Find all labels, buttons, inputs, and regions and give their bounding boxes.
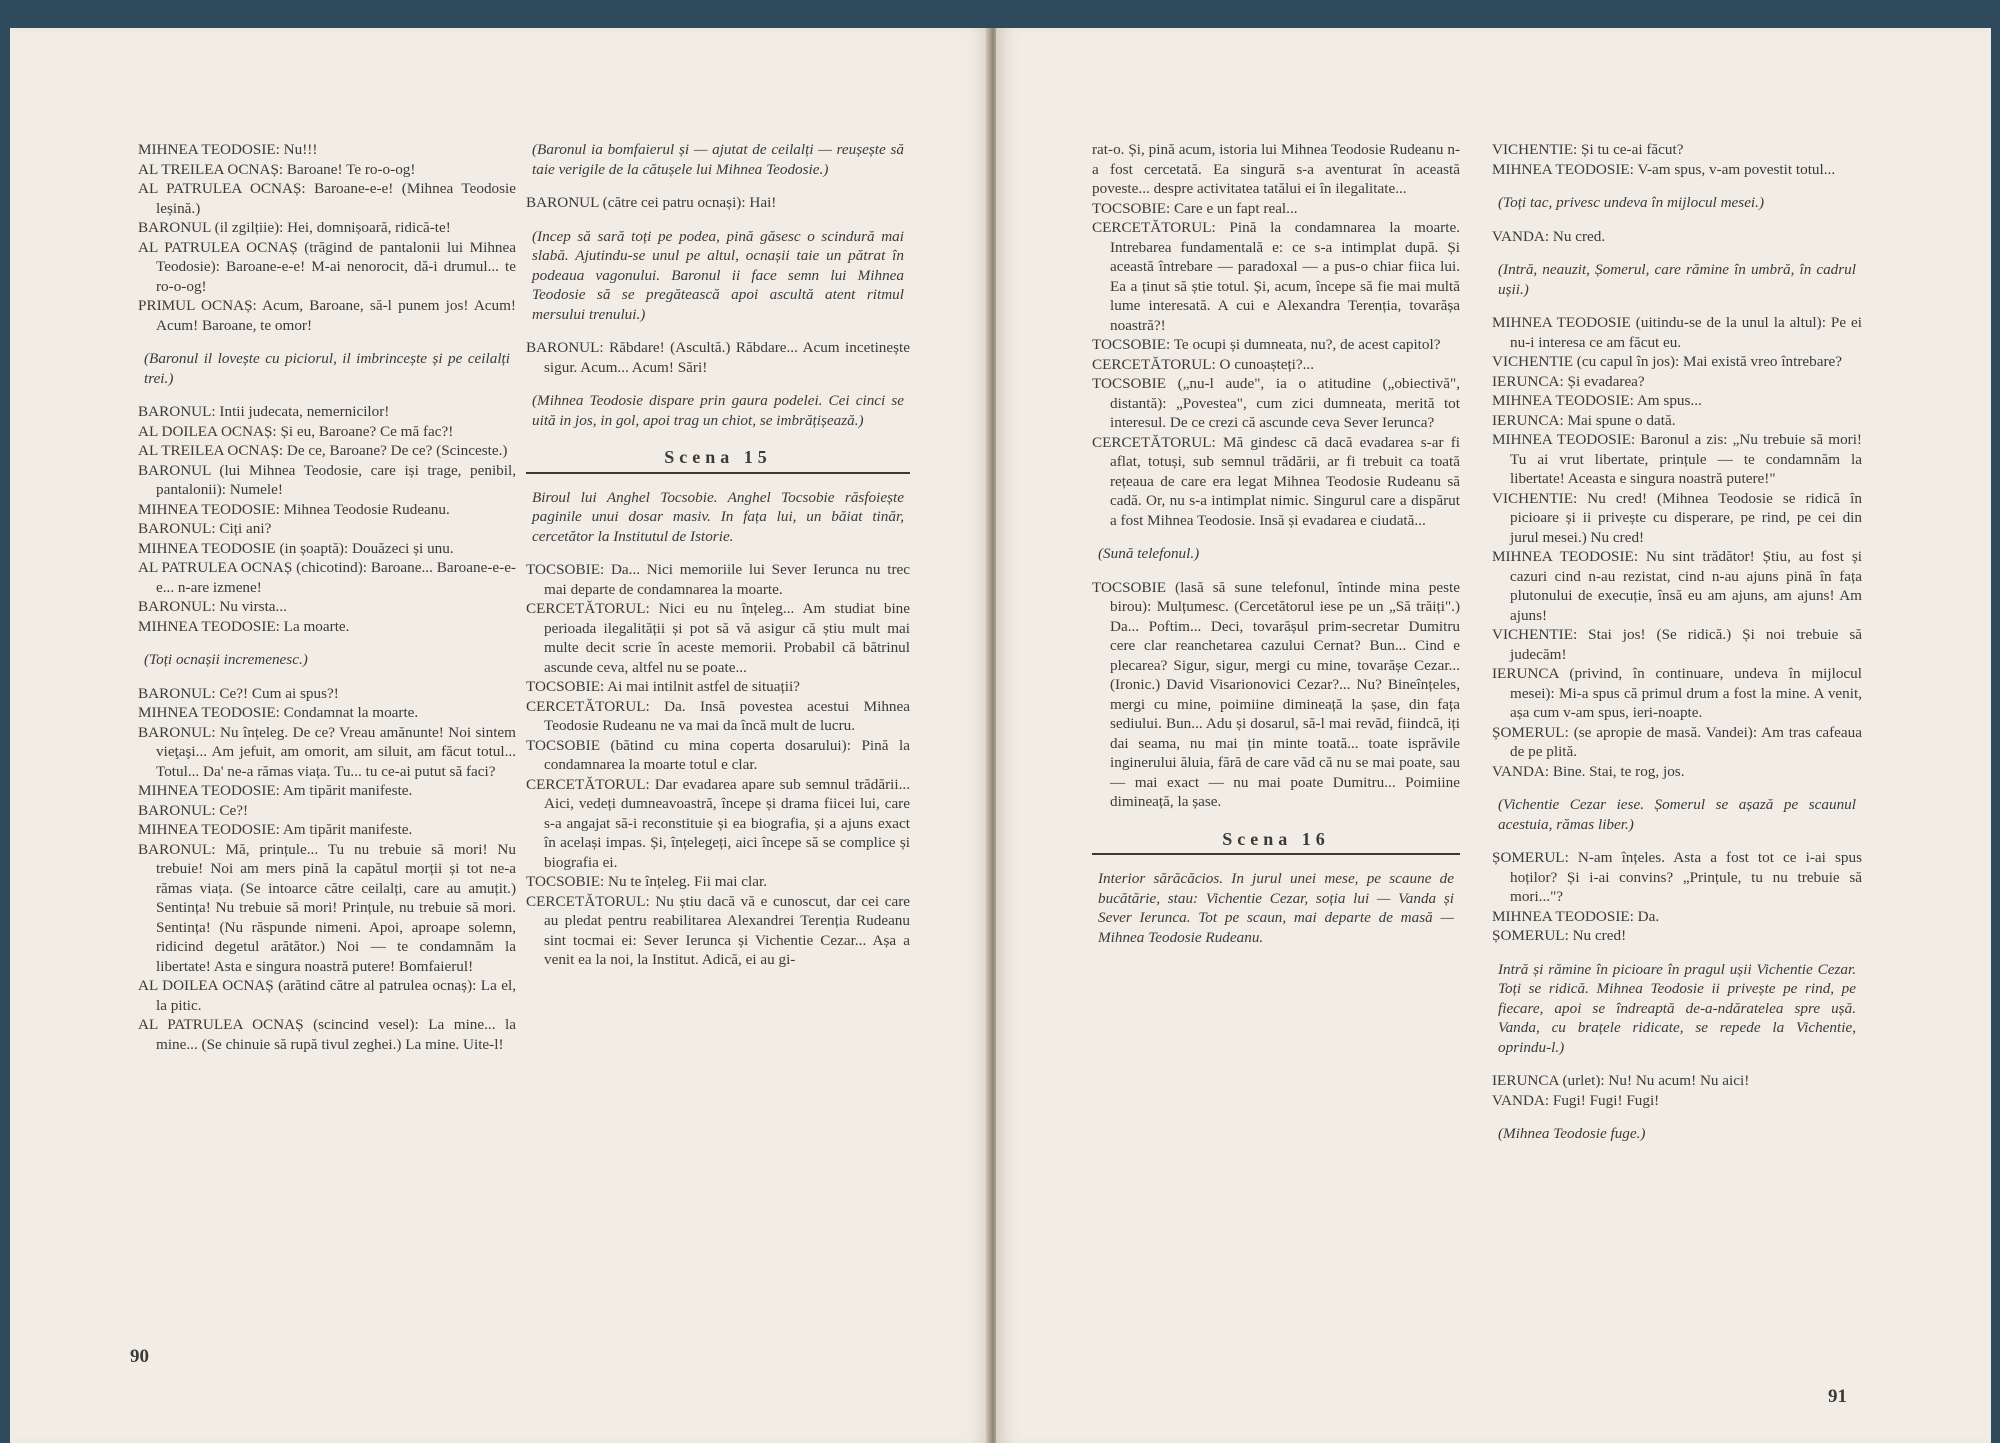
dialogue-line: BARONUL (către cei patru ocnași): Hai! bbox=[526, 194, 777, 211]
stage-direction: Intră și rămine în picioare în pragul ușii Vichentie Cezar. Toți se ridică. Mihnea Teodosie ii privește pe rind, pe fiecare, apoi se îndreaptă de-a-ndăratelea spre ușă. Vanda, cu brațele ridicate, se repede la Vichentie, oprindu-l.) bbox=[1498, 960, 1856, 1056]
dialogue-line: BARONUL: Intii judecata, nemernicilor! bbox=[138, 403, 390, 420]
dialogue-line: MIHNEA TEODOSIE: Condamnat la moarte. bbox=[138, 704, 419, 721]
dialogue-line: AL PATRULEA OCNAȘ (chicotind): Baroane... Baroane-e-e-e... n-are izmene! bbox=[138, 559, 516, 596]
dialogue-line: CERCETĂTORUL: Nu știu dacă vă e cunoscut, dar cei care au pledat pentru reabilitarea Alexandrei Terenția Rudeanu sint tocmai ei: Sever Ierunca și Vichentie Cezar... Așa a venit ea la noi, la Institut. Adică, ei au gi- bbox=[526, 892, 910, 968]
stage-direction: (Toți tac, privesc undeva în mijlocul mesei.) bbox=[1498, 194, 1765, 211]
dialogue-line: AL TREILEA OCNAȘ: De ce, Baroane? De ce? (Scinceste.) bbox=[138, 442, 508, 459]
dialogue-line: IERUNCA: Mai spune o dată. bbox=[1492, 411, 1676, 429]
dialogue-line: MIHNEA TEODOSIE: Nu sint trădător! Știu, au fost și cazuri cind n-au rezistat, cind n-au ajuns pină în fața plutonului de execuție, însă eu am ajuns, am ajuns! Am ajuns! bbox=[1492, 548, 1862, 624]
dialogue-line: IERUNCA (urlet): Nu! Nu acum! Nu aici! bbox=[1492, 1072, 1750, 1089]
dialogue-line: IERUNCA (privind, în continuare, undeva în mijlocul mesei): Mi-a spus că primul drum a fost la mine. A venit, așa cum v-am spus, ieri-noapte. bbox=[1492, 665, 1862, 721]
page-number-left: 90 bbox=[130, 1346, 149, 1367]
left-page bbox=[10, 28, 990, 1443]
dialogue-line: BARONUL: Nu înțeleg. De ce? Vreau amănunte! Noi sintem vieţaşi... Am jefuit, am omorit, am siluit, am făcut totul... Totul... Da' ne-a rămas viața. Tu... tu ce-ai putut să faci? bbox=[138, 723, 516, 780]
text-paragraph: rat-o. Și, pină acum, istoria lui Mihnea Teodosie Rudeanu n-a fost cercetată. Ea singură s-a aventurat în această poveste... despre activitatea tatălui ei în ilegalitate... bbox=[1092, 141, 1460, 197]
stage-direction: (Baronul ia bomfaierul și — ajutat de ceilalți — reușește să taie verigile de la cătușele lui Mihnea Teodosie.) bbox=[532, 141, 904, 178]
dialogue-line: MIHNEA TEODOSIE: La moarte. bbox=[138, 617, 350, 635]
stage-direction: Interior sărăcăcios. In jurul unei mese, pe scaune de bucătărie, stau: Vichentie Cezar, soția lui — Vanda și Sever Ierunca. Tot pe scaun, mai departe de masă — Mihnea Teodosie Rudeanu. bbox=[1098, 870, 1454, 946]
scene-rule bbox=[526, 472, 910, 474]
dialogue-line: MIHNEA TEODOSIE: Nu!!! bbox=[138, 141, 318, 158]
dialogue-line: AL PATRULEA OCNAȘ (trăgind de pantalonii lui Mihnea Teodosie): Baroane-e-e! M-ai nenorocit, dă-i drumul... te ro-o-og! bbox=[138, 238, 516, 295]
dialogue-line: BARONUL: Ce?! Cum ai spus?! bbox=[138, 684, 339, 702]
right-page-column-1 bbox=[1092, 140, 1460, 961]
dialogue-line: MIHNEA TEODOSIE: Mihnea Teodosie Rudeanu. bbox=[138, 500, 450, 518]
dialogue-line: TOCSOBIE: Da... Nici memoriile lui Sever Ierunca nu trec mai departe de condamnarea la moarte. bbox=[526, 561, 910, 598]
dialogue-line: BARONUL (lui Mihnea Teodosie, care iși trage, penibil, pantalonii): Numele! bbox=[138, 461, 516, 498]
dialogue-line: TOCSOBIE (lasă să sune telefonul, întinde mina peste birou): Mulțumesc. (Cercetătorul iese pe un „Să trăiți".) Da... Poftim... Deci, tovarășul prim-secretar Dumitru cere clar reanchetarea cazului Cernat? Bun... Cind e plecarea? Sigur, sigur, mergi cu mine, tovarășe Cezar... (Ironic.) David Visarionovici Cezar?... Nu? Bineînțeles, mergi cu mine, poimiine dimineață la șase, din fața sediului. Bun... Adu și dosarul, să-l mai revăd, fiindcă, iți dai seama, nu mai țin minte toată... toate isprăvile inginerului ăluia, fără de care văd că nu se mai poate, sau — mai exact — nu mai poate Dumitru... Poimiine dimineață, la șase. bbox=[1092, 578, 1460, 810]
dialogue-line: BARONUL (il zgilțiie): Hei, domnișoară, ridică-te! bbox=[138, 219, 451, 236]
dialogue-line: MIHNEA TEODOSIE: Da. bbox=[1492, 907, 1660, 925]
stage-direction: (Sună telefonul.) bbox=[1098, 545, 1200, 562]
stage-direction: Biroul lui Anghel Tocsobie. Anghel Tocsobie răsfoiește paginile unui dosar masiv. In fața lui, un băiat tinăr, cercetător la Institutul de Istorie. bbox=[532, 488, 904, 545]
stage-direction: (Toți ocnașii incremenesc.) bbox=[144, 651, 308, 668]
dialogue-line: MIHNEA TEODOSIE: Am tipărit manifeste. bbox=[138, 782, 413, 799]
dialogue-line: TOCSOBIE („nu-l aude", ia o atitudine („obiectivă", distantă): „Povestea", cum zici dumneata, merită tot interesul. De ce crezi că ascunde ceva Sever Ierunca? bbox=[1092, 375, 1460, 431]
dialogue-line: CERCETĂTORUL: Dar evadarea apare sub semnul trădării... Aici, vedeți dumneavoastră, începe și drama fiicei lui, care s-a angajat să-i reconstituie și ea biografia, și a ajuns exact în același impas. Și, înțelegeți, aici începe să se complice și biografia ei. bbox=[526, 775, 910, 871]
dialogue-line: TOCSOBIE: Te ocupi și dumneata, nu?, de acest capitol? bbox=[1092, 336, 1441, 353]
dialogue-line: CERCETĂTORUL: Mă gindesc că dacă evadarea s-ar fi aflat, totuși, sub semnul trădării, ar fi trebuit ca toată rețeaua de care era legat Mihnea Teodosie Rudeanu să cadă. Or, nu s-a intimplat nimic. Singurul care a dispărut a fost Mihnea Teodosie. Insă și evadarea e ciudată... bbox=[1092, 433, 1460, 529]
stage-direction: (Baronul il lovește cu piciorul, il imbrincește și pe ceilalți trei.) bbox=[144, 350, 510, 387]
dialogue-line: MIHNEA TEODOSIE: Am tipărit manifeste. bbox=[138, 821, 413, 838]
right-page bbox=[996, 28, 1991, 1443]
stage-direction: (Incep să sară toți pe podea, pină găsesc o scindură mai slabă. Ajutindu-se unul pe altul, ocnașii taie un pătrat în podeaua vagonului. Baronul ii face semn lui Mihnea Teodosie să se pregătească apoi ascultă atent ritmul mersului trenului.) bbox=[532, 227, 904, 323]
dialogue-line: CERCETĂTORUL: Nici eu nu înțeleg... Am studiat bine perioada ilegalității și pot să vă asigur că știu mult mai multe decit scrie în aceste memorii. Probabil că bătrinul ascunde ceva, altfel nu se poate... bbox=[526, 600, 910, 676]
dialogue-line: TOCSOBIE (bătind cu mina coperta dosarului): Pină la condamnarea la moarte totul e clar. bbox=[526, 736, 910, 773]
left-page-column-1 bbox=[138, 140, 516, 1054]
left-page-column-2 bbox=[526, 140, 910, 970]
stage-direction: (Intră, neauzit, Șomerul, care rămine în umbră, în cadrul ușii.) bbox=[1498, 261, 1856, 298]
scene-heading-text: Scena 15 bbox=[664, 447, 772, 467]
dialogue-line: CERCETĂTORUL: Da. Insă povestea acestui Mihnea Teodosie Rudeanu ne va mai da încă mult de lucru. bbox=[526, 697, 910, 734]
dialogue-line: VICHENTIE: Stai jos! (Se ridică.) Și noi trebuie să judecăm! bbox=[1492, 626, 1862, 663]
dialogue-line: VANDA: Nu cred. bbox=[1492, 227, 1606, 245]
dialogue-line: BARONUL: Ce?! bbox=[138, 801, 249, 819]
scene-heading bbox=[526, 448, 910, 474]
stage-direction: (Mihnea Teodosie dispare prin gaura podelei. Cei cinci se uită in jos, in gol, apoi trag un chiot, se imbrățișează.) bbox=[532, 392, 904, 429]
scene-heading-text: Scena 16 bbox=[1222, 828, 1330, 849]
dialogue-line: MIHNEA TEODOSIE: Am spus... bbox=[1492, 392, 1702, 409]
dialogue-line: MIHNEA TEODOSIE: Baronul a zis: „Nu trebuie să mori! Tu ai vrut libertate, prințule — te condamnăm la libertate! Aceasta e singura noastră putere!" bbox=[1492, 431, 1862, 487]
dialogue-line: AL PATRULEA OCNAȘ: Baroane-e-e! (Mihnea Teodosie leșină.) bbox=[138, 180, 516, 217]
book-spread bbox=[0, 18, 2000, 1443]
stage-direction: (Mihnea Teodosie fuge.) bbox=[1498, 1125, 1646, 1142]
dialogue-line: ȘOMERUL: Nu cred! bbox=[1492, 927, 1627, 944]
stage-direction: (Vichentie Cezar iese. Șomerul se așază pe scaunul acestuia, rămas liber.) bbox=[1498, 796, 1856, 833]
dialogue-line: TOCSOBIE: Nu te înțeleg. Fii mai clar. bbox=[526, 873, 768, 890]
dialogue-line: AL PATRULEA OCNAȘ (scincind vesel): La mine... la mine... (Se chinuie să rupă tivul zeghei.) La mine. Uite-l! bbox=[138, 1016, 516, 1053]
dialogue-line: MIHNEA TEODOSIE: V-am spus, v-am povestit totul... bbox=[1492, 160, 1836, 178]
dialogue-line: MIHNEA TEODOSIE (uitindu-se de la unul la altul): Pe ei nu-i interesa ce am făcut eu. bbox=[1492, 314, 1862, 351]
right-page-column-2 bbox=[1492, 140, 1862, 1158]
dialogue-line: BARONUL: Răbdare! (Ascultă.) Răbdare... Acum incetinește sigur. Acum... Acum! Sări! bbox=[526, 339, 910, 376]
dialogue-line: CERCETĂTORUL: Pină la condamnarea la moarte. Intrebarea fundamentală e: ce s-a intimplat după. Și această întrebare — paradoxal — a pus-o chiar fiica lui. Ea a ținut să știe totul. Și, acum, începe să fie mai multă lume interesată. A cui e Alexandra Terenția, tovarășa noastră?! bbox=[1092, 219, 1460, 334]
dialogue-line: TOCSOBIE: Ai mai intilnit astfel de situații? bbox=[526, 678, 800, 695]
dialogue-line: IERUNCA: Și evadarea? bbox=[1492, 372, 1645, 390]
dialogue-line: VICHENTIE: Nu cred! (Mihnea Teodosie se ridică în picioare și ii privește cu disperare, pe rind, pe cei din jurul mesei.) Nu cred! bbox=[1492, 489, 1862, 546]
dialogue-line: AL DOILEA OCNAȘ: Și eu, Baroane? Ce mă fac?! bbox=[138, 422, 454, 440]
scene-rule bbox=[1092, 853, 1460, 855]
dialogue-line: AL TREILEA OCNAȘ: Baroane! Te ro-o-og! bbox=[138, 160, 416, 178]
dialogue-line: CERCETĂTORUL: O cunoașteți?... bbox=[1092, 355, 1315, 373]
dialogue-line: VICHENTIE (cu capul în jos): Mai există vreo întrebare? bbox=[1492, 353, 1843, 370]
dialogue-line: VICHENTIE: Și tu ce-ai făcut? bbox=[1492, 141, 1684, 158]
dialogue-line: BARONUL: Ciți ani? bbox=[138, 520, 272, 537]
dialogue-line: TOCSOBIE: Care e un fapt real... bbox=[1092, 199, 1298, 217]
dialogue-line: AL DOILEA OCNAȘ (arătind către al patrulea ocnaș): La el, la pitic. bbox=[138, 977, 516, 1014]
dialogue-line: VANDA: Fugi! Fugi! Fugi! bbox=[1492, 1091, 1660, 1109]
dialogue-line: MIHNEA TEODOSIE (in șoaptă): Douăzeci și unu. bbox=[138, 539, 454, 557]
page-number-right: 91 bbox=[1828, 1386, 1847, 1407]
dialogue-line: BARONUL: Nu virsta... bbox=[138, 598, 287, 615]
dialogue-line: VANDA: Bine. Stai, te rog, jos. bbox=[1492, 762, 1685, 780]
dialogue-line: ȘOMERUL: N-am înțeles. Asta a fost tot ce i-ai spus hoților? Și i-ai convins? „Prințule, tu nu trebuie să mori..."? bbox=[1492, 849, 1862, 905]
dialogue-line: PRIMUL OCNAȘ: Acum, Baroane, să-l punem jos! Acum! Acum! Baroane, te omor! bbox=[138, 297, 516, 334]
dialogue-line: ȘOMERUL: (se apropie de masă. Vandei): Am tras cafeaua de pe plită. bbox=[1492, 723, 1862, 760]
scene-heading bbox=[1092, 830, 1460, 856]
dialogue-line: BARONUL: Mă, prințule... Tu nu trebuie să mori! Nu trebuie! Noi am mers pină la capătul morții și tot ne-a rămas viața. (Se intoarce către ceilalți, care au amuțit.) Sentința! Nu trebuie să mori! Prințule, nu trebuie să mori. Sentința! (Nu răspunde nimeni. Apoi, aproape solemn, ridicind degetul arătător.) Noi — te condamnăm la libertate! Asta e singura noastră putere! Bomfaierul! bbox=[138, 840, 516, 975]
